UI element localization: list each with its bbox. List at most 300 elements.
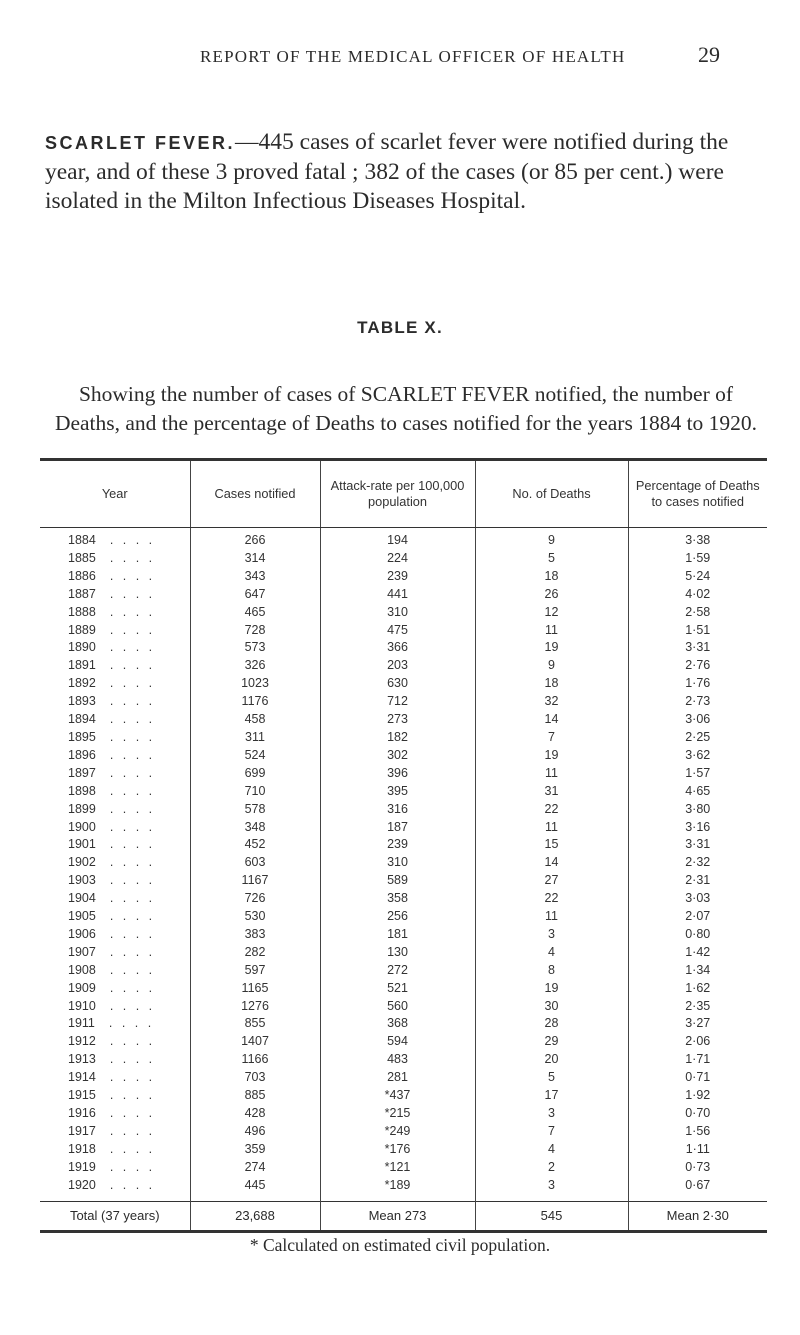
- cell-attack-rate: 366: [320, 639, 475, 657]
- year-value: 1903: [68, 873, 96, 888]
- leader-dots: . . . .: [109, 694, 156, 709]
- leader-dots: . . . .: [109, 801, 156, 816]
- year-value: 1884: [68, 533, 96, 547]
- year-value: 1899: [68, 801, 96, 816]
- cell-percentage: 0·73: [628, 1159, 767, 1177]
- cell-percentage: 0·70: [628, 1105, 767, 1123]
- cell-deaths: 19: [475, 639, 628, 657]
- cell-percentage: 4·65: [628, 783, 767, 801]
- cell-deaths: 20: [475, 1051, 628, 1069]
- cell-percentage: 3·03: [628, 890, 767, 908]
- leader-dots: . . . .: [109, 586, 156, 601]
- cell-deaths: 18: [475, 568, 628, 586]
- cell-attack-rate: 302: [320, 747, 475, 765]
- scarlet-fever-table: [40, 458, 767, 1233]
- cell-year: [40, 765, 190, 783]
- total-deaths: 545: [475, 1201, 628, 1231]
- year-value: 1887: [68, 586, 96, 601]
- cell-attack-rate: *121: [320, 1159, 475, 1177]
- cell-attack-rate: 368: [320, 1015, 475, 1033]
- cell-deaths: 19: [475, 980, 628, 998]
- leader-dots: . . . .: [109, 676, 156, 691]
- cell-deaths: 11: [475, 908, 628, 926]
- cell-attack-rate: 239: [320, 836, 475, 854]
- cell-percentage: 3·06: [628, 711, 767, 729]
- cell-deaths: 9: [475, 528, 628, 550]
- cell-cases: 458: [190, 711, 320, 729]
- cell-year: [40, 836, 190, 854]
- cell-percentage: 1·62: [628, 980, 767, 998]
- cell-year: [40, 711, 190, 729]
- year-value: 1889: [68, 622, 96, 637]
- leader-dots: . . . .: [109, 604, 156, 619]
- cell-cases: 855: [190, 1015, 320, 1033]
- cell-attack-rate: 310: [320, 854, 475, 872]
- cell-cases: 383: [190, 926, 320, 944]
- cell-percentage: 2·35: [628, 998, 767, 1016]
- cell-deaths: 14: [475, 854, 628, 872]
- cell-year: [40, 908, 190, 926]
- cell-deaths: 30: [475, 998, 628, 1016]
- table-row: [40, 729, 767, 747]
- cell-deaths: 3: [475, 1177, 628, 1201]
- page-header: [200, 42, 720, 68]
- table-row: [40, 1087, 767, 1105]
- cell-attack-rate: 256: [320, 908, 475, 926]
- table-row: [40, 747, 767, 765]
- cell-deaths: 7: [475, 1123, 628, 1141]
- total-cases: 23,688: [190, 1201, 320, 1231]
- cell-attack-rate: 194: [320, 528, 475, 550]
- table-row: [40, 836, 767, 854]
- cell-deaths: 27: [475, 872, 628, 890]
- leader-dots: . . . .: [109, 837, 156, 852]
- leader-dots: . . . .: [109, 1141, 156, 1156]
- cell-cases: 524: [190, 747, 320, 765]
- cell-year: [40, 1051, 190, 1069]
- cell-cases: 710: [190, 783, 320, 801]
- total-year: Total (37 years): [69, 1208, 160, 1224]
- year-value: 1904: [68, 891, 96, 906]
- table-row: [40, 890, 767, 908]
- table-row: [40, 783, 767, 801]
- cell-cases: 266: [190, 528, 320, 550]
- cell-cases: 597: [190, 962, 320, 980]
- footnote: * Calculated on estimated civil population.: [249, 1235, 551, 1255]
- table-title: TABLE X.: [357, 318, 443, 337]
- cell-attack-rate: 441: [320, 586, 475, 604]
- cell-deaths: 28: [475, 1015, 628, 1033]
- table-row: [40, 1015, 767, 1033]
- cell-year: [40, 1105, 190, 1123]
- table-row: [40, 1123, 767, 1141]
- cell-year: [40, 1123, 190, 1141]
- cell-attack-rate: 203: [320, 657, 475, 675]
- table-row: [40, 711, 767, 729]
- leader-dots: . . . .: [109, 765, 156, 780]
- cell-cases: 359: [190, 1141, 320, 1159]
- cell-year: [40, 819, 190, 837]
- cell-attack-rate: *189: [320, 1177, 475, 1201]
- year-value: 1913: [68, 1052, 96, 1067]
- cell-percentage: 0·80: [628, 926, 767, 944]
- cell-attack-rate: 239: [320, 568, 475, 586]
- cell-percentage: 0·67: [628, 1177, 767, 1201]
- table-row: [40, 962, 767, 980]
- cell-year: [40, 980, 190, 998]
- cell-attack-rate: 182: [320, 729, 475, 747]
- cell-year: [40, 854, 190, 872]
- cell-attack-rate: 589: [320, 872, 475, 890]
- cell-cases: 726: [190, 890, 320, 908]
- year-value: 1895: [68, 729, 96, 744]
- year-value: 1898: [68, 783, 96, 798]
- leader-dots: . . . .: [109, 1088, 156, 1103]
- cell-deaths: 19: [475, 747, 628, 765]
- cell-attack-rate: 273: [320, 711, 475, 729]
- table-caption: Showing the number of cases of SCARLET FEVER notified, the number of Deaths, and the percentage of Deaths to cases notified for the years 1884 to 1920.: [54, 382, 758, 435]
- cell-attack-rate: 475: [320, 622, 475, 640]
- column-header-year: Year: [40, 460, 190, 528]
- cell-deaths: 12: [475, 604, 628, 622]
- leader-dots: . . . .: [109, 550, 156, 565]
- year-value: 1896: [68, 747, 96, 762]
- cell-deaths: 22: [475, 890, 628, 908]
- cell-attack-rate: 281: [320, 1069, 475, 1087]
- cell-cases: 314: [190, 550, 320, 568]
- cell-year: [40, 657, 190, 675]
- leader-dots: . . . .: [109, 622, 156, 637]
- leader-dots: . . . .: [109, 1034, 156, 1049]
- section-heading: SCARLET FEVER.: [45, 133, 236, 153]
- cell-year: [40, 604, 190, 622]
- cell-attack-rate: 130: [320, 944, 475, 962]
- cell-year: [40, 1087, 190, 1105]
- cell-year: [40, 639, 190, 657]
- report-title: REPORT OF THE MEDICAL OFFICER OF HEALTH: [200, 47, 626, 66]
- table-row: [40, 1069, 767, 1087]
- cell-attack-rate: 187: [320, 819, 475, 837]
- cell-deaths: 8: [475, 962, 628, 980]
- year-value: 1915: [68, 1088, 96, 1103]
- cell-cases: 496: [190, 1123, 320, 1141]
- table-row: [40, 801, 767, 819]
- leader-dots: . . . .: [109, 783, 156, 798]
- year-value: 1906: [68, 926, 96, 941]
- cell-cases: 343: [190, 568, 320, 586]
- cell-percentage: 1·59: [628, 550, 767, 568]
- cell-cases: 603: [190, 854, 320, 872]
- table-row: [40, 550, 767, 568]
- cell-percentage: 2·25: [628, 729, 767, 747]
- table-row: [40, 980, 767, 998]
- cell-attack-rate: 224: [320, 550, 475, 568]
- cell-deaths: 26: [475, 586, 628, 604]
- table-row: [40, 1159, 767, 1177]
- cell-year: [40, 1033, 190, 1051]
- cell-cases: 274: [190, 1159, 320, 1177]
- leader-dots: . . . .: [109, 658, 156, 673]
- cell-cases: 1023: [190, 675, 320, 693]
- cell-percentage: 1·56: [628, 1123, 767, 1141]
- cell-percentage: 1·34: [628, 962, 767, 980]
- cell-deaths: 17: [475, 1087, 628, 1105]
- cell-year: [40, 528, 190, 550]
- column-header-cases: Cases notified: [190, 460, 320, 528]
- table-row: [40, 926, 767, 944]
- cell-attack-rate: 358: [320, 890, 475, 908]
- table-row: [40, 586, 767, 604]
- year-value: 1891: [68, 658, 96, 673]
- leader-dots: . . . .: [109, 909, 156, 924]
- cell-percentage: 1·51: [628, 622, 767, 640]
- cell-attack-rate: 594: [320, 1033, 475, 1051]
- year-value: 1911: [68, 1016, 95, 1031]
- cell-deaths: 5: [475, 1069, 628, 1087]
- cell-deaths: 31: [475, 783, 628, 801]
- cell-attack-rate: *437: [320, 1087, 475, 1105]
- table-row: [40, 657, 767, 675]
- year-value: 1907: [68, 944, 96, 959]
- year-value: 1917: [68, 1123, 96, 1138]
- cell-attack-rate: 395: [320, 783, 475, 801]
- year-value: 1905: [68, 909, 96, 924]
- table-row: [40, 568, 767, 586]
- cell-percentage: 1·76: [628, 675, 767, 693]
- cell-percentage: 2·31: [628, 872, 767, 890]
- table-row: [40, 872, 767, 890]
- cell-attack-rate: 396: [320, 765, 475, 783]
- cell-deaths: 22: [475, 801, 628, 819]
- cell-cases: 452: [190, 836, 320, 854]
- cell-deaths: 4: [475, 944, 628, 962]
- table-row: [40, 622, 767, 640]
- cell-year: [40, 801, 190, 819]
- cell-cases: 703: [190, 1069, 320, 1087]
- cell-cases: 428: [190, 1105, 320, 1123]
- cell-attack-rate: *215: [320, 1105, 475, 1123]
- cell-year: [40, 783, 190, 801]
- intro-paragraph: [45, 128, 767, 216]
- leader-dots: . . . .: [109, 891, 156, 906]
- leader-dots: . . . .: [109, 1159, 156, 1174]
- cell-percentage: 3·62: [628, 747, 767, 765]
- cell-attack-rate: 560: [320, 998, 475, 1016]
- cell-cases: 728: [190, 622, 320, 640]
- cell-deaths: 29: [475, 1033, 628, 1051]
- cell-deaths: 32: [475, 693, 628, 711]
- table-row: [40, 639, 767, 657]
- year-value: 1914: [68, 1070, 96, 1085]
- year-value: 1919: [68, 1159, 96, 1174]
- cell-deaths: 7: [475, 729, 628, 747]
- leader-dots: . . . .: [109, 855, 156, 870]
- year-value: 1910: [68, 998, 96, 1013]
- table-row: [40, 1105, 767, 1123]
- cell-year: [40, 998, 190, 1016]
- cell-year: [40, 693, 190, 711]
- cell-cases: 578: [190, 801, 320, 819]
- cell-year: [40, 1159, 190, 1177]
- cell-percentage: 2·06: [628, 1033, 767, 1051]
- cell-percentage: 2·07: [628, 908, 767, 926]
- cell-deaths: 14: [475, 711, 628, 729]
- cell-year: [40, 926, 190, 944]
- year-value: 1902: [68, 855, 96, 870]
- cell-cases: 348: [190, 819, 320, 837]
- cell-attack-rate: 272: [320, 962, 475, 980]
- cell-cases: 647: [190, 586, 320, 604]
- cell-cases: 1407: [190, 1033, 320, 1051]
- table-row: [40, 1051, 767, 1069]
- table-row: [40, 693, 767, 711]
- cell-year: [40, 675, 190, 693]
- cell-year: [40, 1177, 190, 1201]
- cell-attack-rate: 310: [320, 604, 475, 622]
- leader-dots: . . . .: [109, 1070, 156, 1085]
- cell-year: [40, 622, 190, 640]
- cell-percentage: 3·31: [628, 836, 767, 854]
- cell-percentage: 0·71: [628, 1069, 767, 1087]
- cell-cases: 1167: [190, 872, 320, 890]
- cell-year: [40, 1069, 190, 1087]
- cell-percentage: 2·76: [628, 657, 767, 675]
- cell-cases: 326: [190, 657, 320, 675]
- cell-percentage: 1·92: [628, 1087, 767, 1105]
- table-row: [40, 998, 767, 1016]
- cell-year: [40, 944, 190, 962]
- cell-year: [40, 890, 190, 908]
- cell-attack-rate: 483: [320, 1051, 475, 1069]
- column-header-percentage: Percentage of Deaths to cases notified: [628, 460, 767, 528]
- year-value: 1916: [68, 1106, 96, 1120]
- page-number: 29: [698, 42, 720, 67]
- leader-dots: . . . .: [109, 712, 156, 727]
- year-value: 1912: [68, 1034, 96, 1049]
- leader-dots: . . . .: [109, 1123, 156, 1138]
- table-row: [40, 819, 767, 837]
- table-row: [40, 1177, 767, 1201]
- leader-dots: . . . .: [109, 962, 156, 977]
- leader-dots: . . . .: [109, 640, 156, 655]
- cell-year: [40, 586, 190, 604]
- leader-dots: . . . .: [109, 980, 156, 995]
- cell-attack-rate: *249: [320, 1123, 475, 1141]
- cell-attack-rate: 181: [320, 926, 475, 944]
- cell-year: [40, 729, 190, 747]
- year-value: 1886: [68, 568, 96, 583]
- cell-cases: 885: [190, 1087, 320, 1105]
- table-row: [40, 1141, 767, 1159]
- cell-year: [40, 1141, 190, 1159]
- leader-dots: . . . .: [109, 1052, 156, 1067]
- leader-dots: . . . .: [108, 1016, 155, 1031]
- cell-percentage: 4·02: [628, 586, 767, 604]
- total-rate: Mean 273: [320, 1201, 475, 1231]
- leader-dots: . . . .: [109, 729, 156, 744]
- cell-cases: 1276: [190, 998, 320, 1016]
- cell-percentage: 1·42: [628, 944, 767, 962]
- cell-attack-rate: 316: [320, 801, 475, 819]
- year-value: 1885: [68, 550, 96, 565]
- cell-percentage: 1·11: [628, 1141, 767, 1159]
- year-value: 1894: [68, 712, 96, 727]
- table-row: [40, 675, 767, 693]
- column-header-attack-rate: Attack-rate per 100,000 population: [320, 460, 475, 528]
- intro-text: —445 cases of scarlet fever were notified during the year, and of these 3 proved fatal ; 382 of the cases (or 85 per cent.) were isolated in the Milton Infectious Diseases Hospital.: [45, 129, 729, 214]
- cell-percentage: 3·80: [628, 801, 767, 819]
- cell-deaths: 11: [475, 622, 628, 640]
- leader-dots: . . . .: [109, 819, 156, 834]
- cell-deaths: 4: [475, 1141, 628, 1159]
- leader-dots: . . . .: [109, 1106, 156, 1120]
- table-header-row: [40, 460, 767, 528]
- table-row: [40, 765, 767, 783]
- table-row: [40, 908, 767, 926]
- cell-attack-rate: *176: [320, 1141, 475, 1159]
- cell-deaths: 3: [475, 1105, 628, 1123]
- cell-year: [40, 747, 190, 765]
- cell-percentage: 2·58: [628, 604, 767, 622]
- year-value: 1897: [68, 765, 96, 780]
- cell-percentage: 1·71: [628, 1051, 767, 1069]
- cell-percentage: 1·57: [628, 765, 767, 783]
- cell-percentage: 3·16: [628, 819, 767, 837]
- leader-dots: . . . .: [109, 998, 156, 1013]
- cell-cases: 282: [190, 944, 320, 962]
- cell-deaths: 11: [475, 765, 628, 783]
- cell-percentage: 2·32: [628, 854, 767, 872]
- year-value: 1890: [68, 640, 96, 655]
- cell-percentage: 5·24: [628, 568, 767, 586]
- table-body: [40, 528, 767, 1202]
- cell-attack-rate: 521: [320, 980, 475, 998]
- cell-year: [40, 1015, 190, 1033]
- cell-deaths: 5: [475, 550, 628, 568]
- cell-attack-rate: 712: [320, 693, 475, 711]
- year-value: 1908: [68, 962, 96, 977]
- leader-dots: . . . .: [109, 533, 156, 547]
- cell-deaths: 15: [475, 836, 628, 854]
- cell-deaths: 3: [475, 926, 628, 944]
- leader-dots: . . . .: [109, 926, 156, 941]
- cell-year: [40, 550, 190, 568]
- cell-cases: 1166: [190, 1051, 320, 1069]
- table-total-row: [40, 1201, 767, 1231]
- year-value: 1909: [68, 980, 96, 995]
- cell-cases: 699: [190, 765, 320, 783]
- table-row: [40, 528, 767, 550]
- cell-cases: 311: [190, 729, 320, 747]
- table-row: [40, 854, 767, 872]
- cell-deaths: 11: [475, 819, 628, 837]
- cell-cases: 573: [190, 639, 320, 657]
- cell-cases: 445: [190, 1177, 320, 1201]
- cell-cases: 530: [190, 908, 320, 926]
- table-row: [40, 604, 767, 622]
- leader-dots: . . . .: [109, 747, 156, 762]
- cell-year: [40, 962, 190, 980]
- column-header-deaths: No. of Deaths: [475, 460, 628, 528]
- cell-year: [40, 872, 190, 890]
- leader-dots: . . . .: [109, 568, 156, 583]
- year-value: 1888: [68, 604, 96, 619]
- cell-attack-rate: 630: [320, 675, 475, 693]
- leader-dots: . . . .: [109, 1177, 156, 1192]
- year-value: 1893: [68, 694, 96, 709]
- cell-percentage: 3·27: [628, 1015, 767, 1033]
- leader-dots: . . . .: [109, 944, 156, 959]
